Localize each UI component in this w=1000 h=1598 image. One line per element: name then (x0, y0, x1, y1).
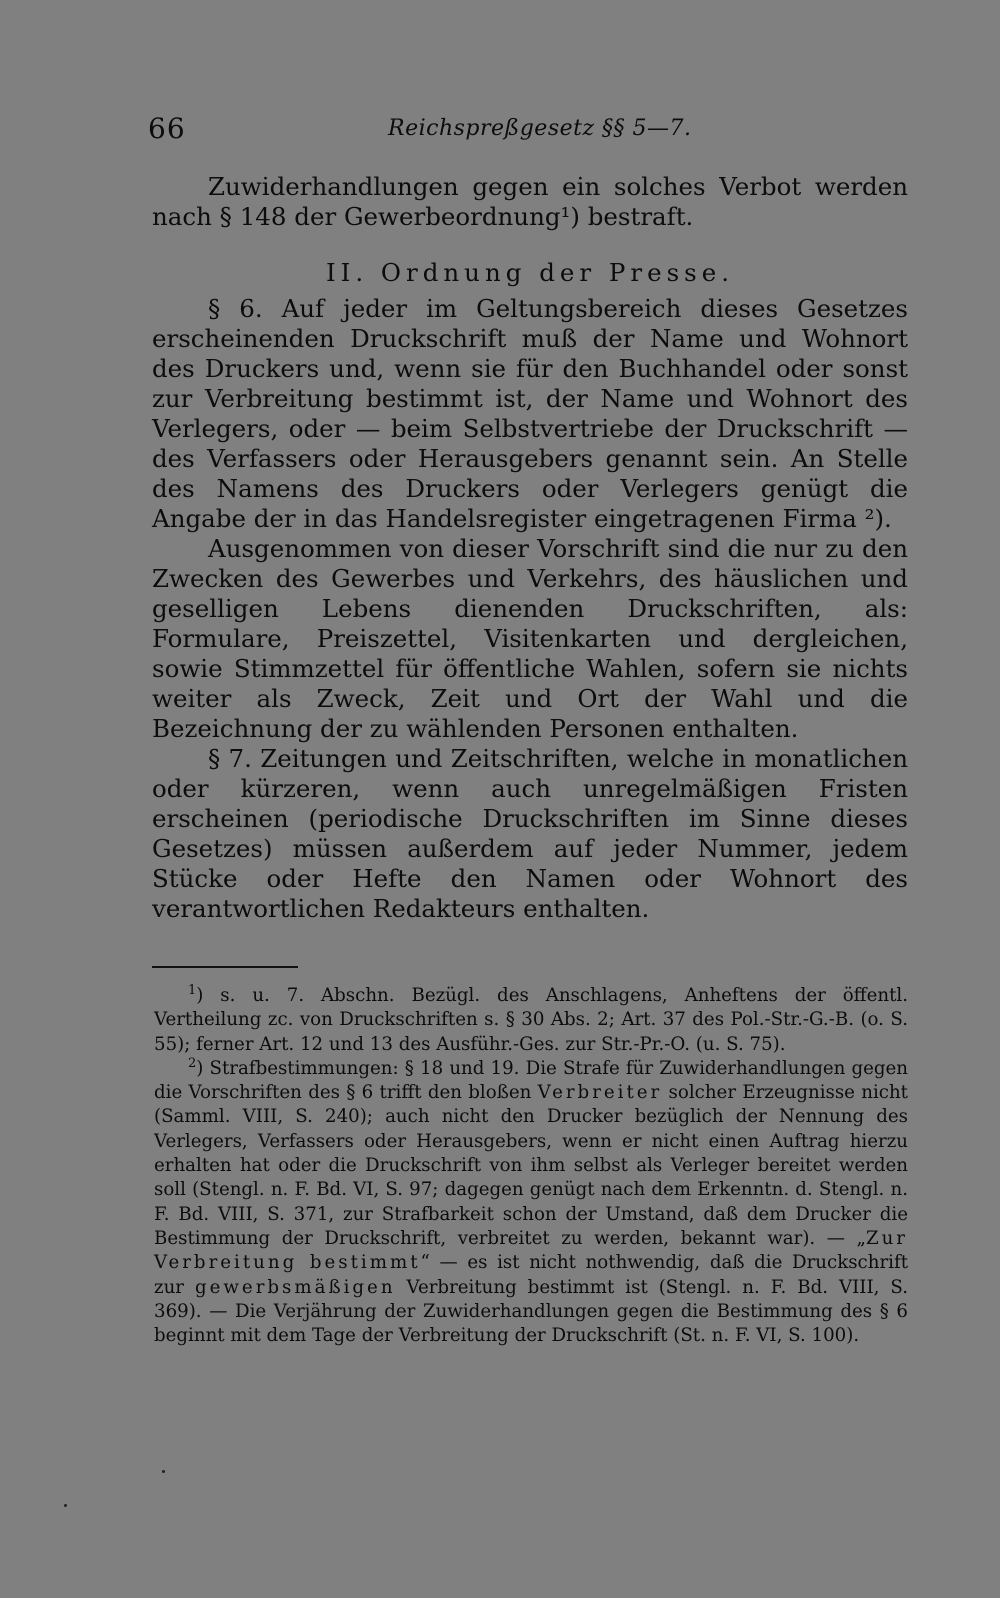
footnote-1 (154, 984, 908, 1057)
opening-paragraph: Zuwiderhandlungen gegen ein solches Verbot werden nach § 148 der Gewerbeordnung¹) bestraft. (152, 172, 908, 231)
section-heading: II. Ordnung der Presse. (325, 258, 735, 287)
footnote-2-marker: 2 (188, 1055, 197, 1071)
page-header (148, 112, 908, 152)
page-number: 66 (148, 112, 186, 145)
footnote-2-emphasis-verbreiter: Verbreiter (537, 1082, 663, 1104)
footnote-1-marker: 1 (188, 982, 197, 998)
footnote-1-text: ) s. u. 7. Abschn. Bezügl. des Anschlagens, Anheftens der öffentl. Vertheilung zc. von Druckschriften s. § 30 Abs. 2; Art. 37 des Pol.-Str.-G.-B. (o. S. 55); ferner Art. 12 und 13 des Ausführ.-Ges. zur Str.-Pr.-O. (u. S. 75). (154, 985, 908, 1055)
footnote-2-text-c: “ — es ist nicht nothwendig, daß die Druckschrift zur (154, 1252, 909, 1298)
paragraph-section-6: § 6. Auf jeder im Geltungsbereich dieses Gesetzes erscheinenden Druckschrift muß der Name und Wohnort des Druckers und, wenn sie für den Buchhandel oder sonst zur Verbreitung bestimmt ist, der Name und Wohnort des Verlegers, oder — beim Selbstvertriebe der Druckschrift — des Verfassers oder Herausgebers genannt sein. An Stelle des Namens des Druckers oder Verlegers genügt die Angabe der in das Handelsregister eingetragenen Firma ²). (152, 294, 908, 533)
footnotes (154, 984, 908, 1348)
footnote-2 (154, 1057, 908, 1349)
footnote-2-text-b: solcher Erzeugnisse nicht (Samml. VIII, S. 240); auch nicht den Drucker bezüglich der Nennung des Verlegers, Verfassers oder Herausgebers, wenn er nicht einen Auftrag hierzu erhalten hat oder die Druckschrift von ihm selbst als Verleger bereitet werden soll (Stengl. n. F. Bd. VI, S. 97; dagegen genügt nach dem Erkenntn. d. Stengl. n. F. Bd. VIII, S. 371, zur Strafbarkeit schon der Umstand, daß dem Drucker die Bestimmung der Druckschrift, verbreitet zu werden, bekannt war). — „ (154, 1082, 908, 1249)
main-text (152, 172, 908, 924)
footnote-2-text-d: Verbreitung bestimmt ist (Stengl. n. F. Bd. VIII, S. 369). — Die Verjährung der Zuwiderhandlungen gegen die Bestimmung des § 6 beginnt mit dem Tage der Verbreitung der Druckschrift (St. n. F. VI, S. 100). (154, 1276, 908, 1347)
footnote-2-emphasis-zur-verbreitung: Zur Verbreitung bestimmt (154, 1227, 908, 1274)
paper-speck (64, 1504, 67, 1507)
footnote-2-emphasis-gewerbsmaessigen: gewerbsmäßigen (194, 1276, 396, 1298)
paragraph-section-6-exceptions: Ausgenommen von dieser Vorschrift sind die nur zu den Zwecken des Gewerbes und Verkehrs, des häuslichen und geselligen Lebens dienenden Druckschriften, als: Formulare, Preiszettel, Visitenkarten und dergleichen, sowie Stimmzettel für öffentliche Wahlen, sofern sie nichts weiter als Zweck, Zeit und Ort der Wahl und die Bezeichnung der zu wählenden Personen enthalten. (152, 534, 908, 743)
paper-speck (162, 1470, 165, 1473)
footnote-2-text-a: ) Strafbestimmungen: § 18 und 19. Die Strafe für Zuwiderhandlungen gegen die Vorschriften des § 6 trifft den bloßen (154, 1057, 908, 1104)
running-head: Reichspreßgesetz §§ 5—7. (388, 116, 692, 141)
paragraph-section-7: § 7. Zeitungen und Zeitschriften, welche in monatlichen oder kürzeren, wenn auch unregelmäßigen Fristen erscheinen (periodische Druckschriften im Sinne dieses Gesetzes) müssen außerdem auf jeder Nummer, jedem Stücke oder Hefte den Namen oder Wohnort des verantwortlichen Redakteurs enthalten. (152, 744, 908, 923)
footnote-divider (152, 966, 298, 968)
